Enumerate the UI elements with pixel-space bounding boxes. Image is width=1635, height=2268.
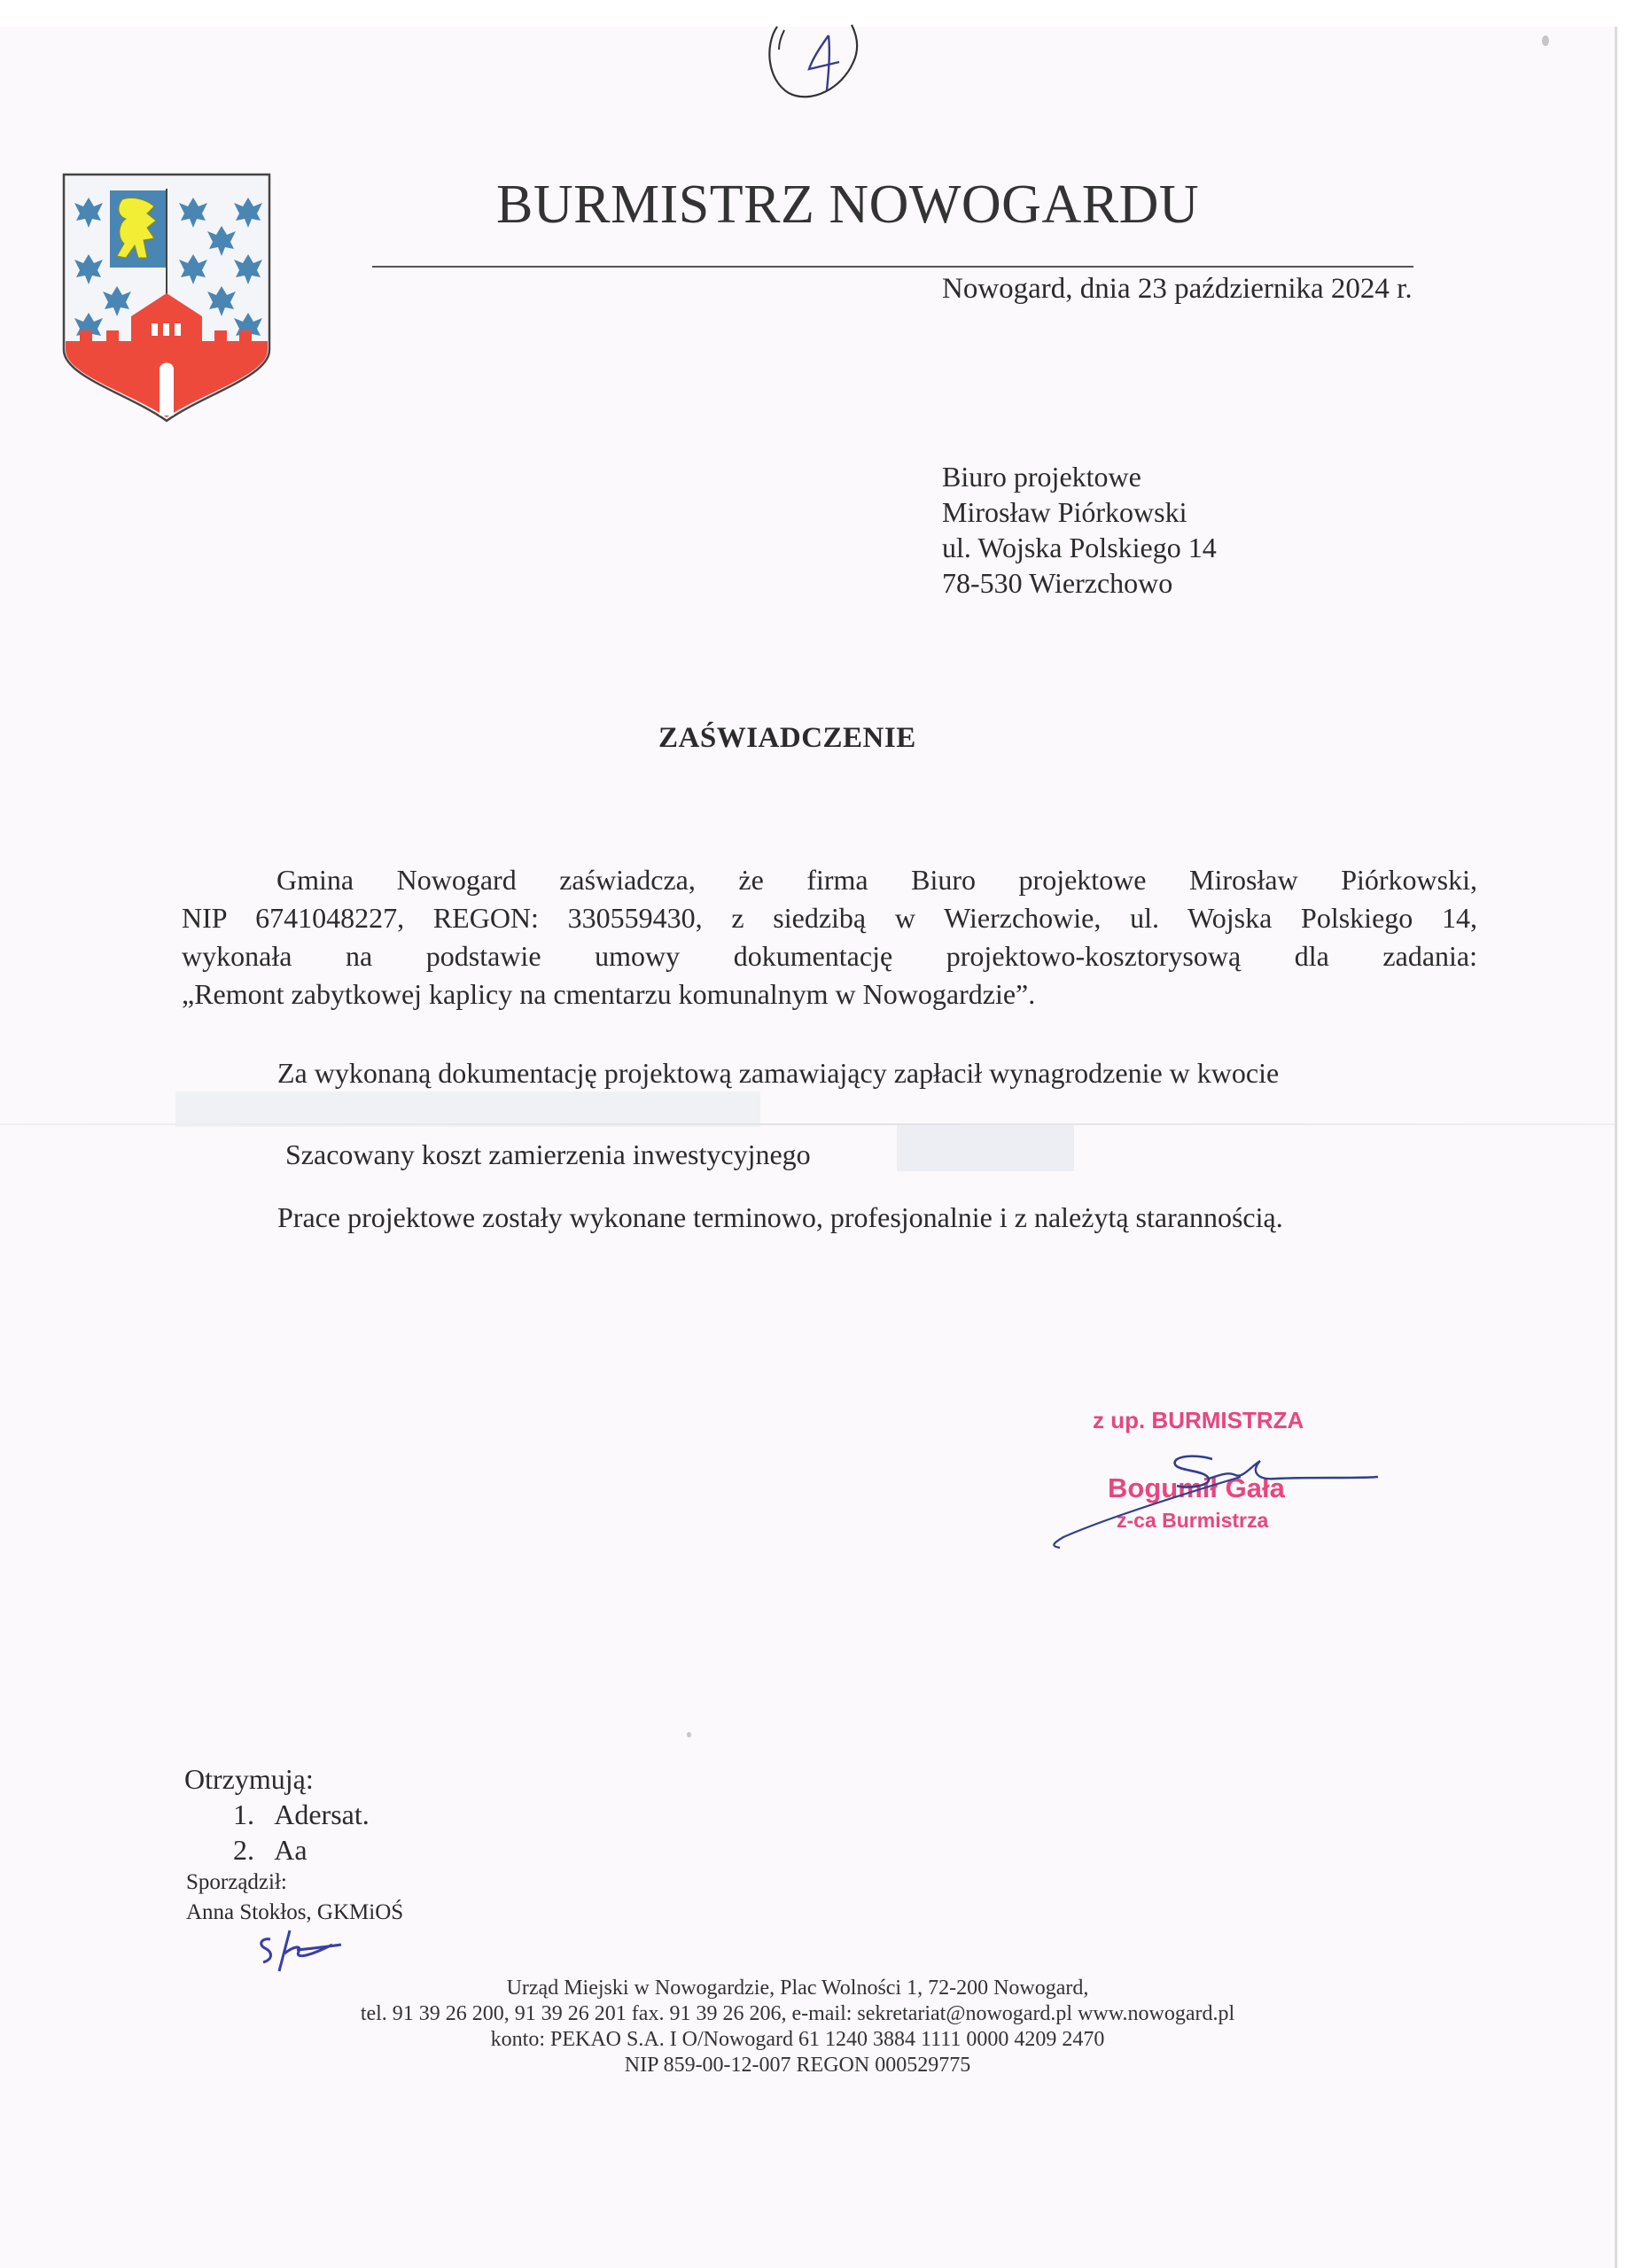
item-number: 2. <box>233 1834 254 1866</box>
redacted-estimated-cost <box>897 1125 1074 1171</box>
letterhead-footer <box>266 1976 1329 2078</box>
address-line: ul. Wojska Polskiego 14 <box>942 532 1217 563</box>
initials-signature <box>253 1927 350 1976</box>
footer-tax-ids: NIP 859-00-12-007 REGON 000529775 <box>624 2054 971 2077</box>
page-title: BURMISTRZ NOWOGARDU <box>496 175 1200 235</box>
handwritten-initials <box>253 1927 350 1976</box>
distribution-item <box>184 1832 370 1868</box>
distribution-item <box>184 1797 370 1832</box>
address-line: Biuro projektowe <box>942 461 1141 493</box>
prepared-by-name: Anna Stokłos, GKMiOŚ <box>186 1900 404 1924</box>
address-line: 78-530 Wierzchowo <box>942 567 1173 599</box>
paragraph-line: „Remont zabytkowej kaplicy na cmentarzu komunalnym w Nowogardzie”. <box>182 978 1036 1010</box>
paragraph-line: wykonała na podstawie umowy dokumentację projektowo-kosztorysową dla zadania: <box>182 940 1477 972</box>
certificate-paragraph <box>182 861 1477 1014</box>
footer-bank-account: konto: PEKAO S.A. I O/Nowogard 61 1240 3884 1111 0000 4209 2470 <box>490 2028 1105 2051</box>
footer-address: Urząd Miejski w Nowogardzie, Plac Wolności 1, 72-200 Nowogard, <box>506 1977 1089 2000</box>
stamp-title-line: z-ca Burmistrza <box>1117 1509 1269 1532</box>
distribution-list <box>184 1761 370 1868</box>
stamp-authority-line: z up. BURMISTRZA <box>1093 1407 1304 1433</box>
handwritten-page-number <box>758 18 864 102</box>
circled-number-mark <box>758 18 864 102</box>
item-text: Adersat. <box>274 1798 370 1830</box>
estimated-cost-paragraph: Szacowany koszt zamierzenia inwestycyjnego <box>285 1138 811 1170</box>
scan-speck <box>687 1732 691 1737</box>
document-heading: ZAŚWIADCZENIE <box>658 722 916 754</box>
item-text: Aa <box>274 1834 308 1866</box>
official-stamp <box>1019 1404 1391 1555</box>
item-number: 1. <box>233 1798 254 1830</box>
distribution-label: Otrzymują: <box>184 1763 314 1795</box>
redacted-amount <box>175 1091 760 1127</box>
prepared-by-label: Sporządził: <box>186 1870 287 1894</box>
stamp-name-line: Bogumił Gała <box>1108 1472 1285 1503</box>
date-line: Nowogard, dnia 23 października 2024 r. <box>942 273 1413 305</box>
paragraph-line: Gmina Nowogard zaświadcza, że firma Biuro projektowe Mirosław Piórkowski, <box>276 864 1477 896</box>
coat-of-arms-logo <box>62 173 271 423</box>
header-divider <box>372 266 1413 268</box>
prepared-by-block <box>186 1868 403 1928</box>
paragraph-line: NIP 6741048227, REGON: 330559430, z siedzibą w Wierzchowie, ul. Wojska Polskiego 14, <box>182 902 1477 934</box>
payment-paragraph: Za wykonaną dokumentację projektową zamawiający zapłacił wynagrodzenie w kwocie <box>277 1057 1280 1089</box>
address-line: Mirosław Piórkowski <box>942 496 1187 528</box>
paper-fold-line <box>0 1123 1615 1125</box>
quality-statement: Prace projektowe zostały wykonane terminowo, profesjonalnie i z należytą starannością. <box>277 1201 1283 1233</box>
scan-speck <box>1542 35 1549 46</box>
recipient-address <box>942 459 1217 601</box>
footer-contact: tel. 91 39 26 200, 91 39 26 201 fax. 91 39 26 206, e-mail: sekretariat@nowogard.pl www.nowogard.pl <box>360 2002 1235 2025</box>
signature-mark <box>1019 1404 1391 1555</box>
